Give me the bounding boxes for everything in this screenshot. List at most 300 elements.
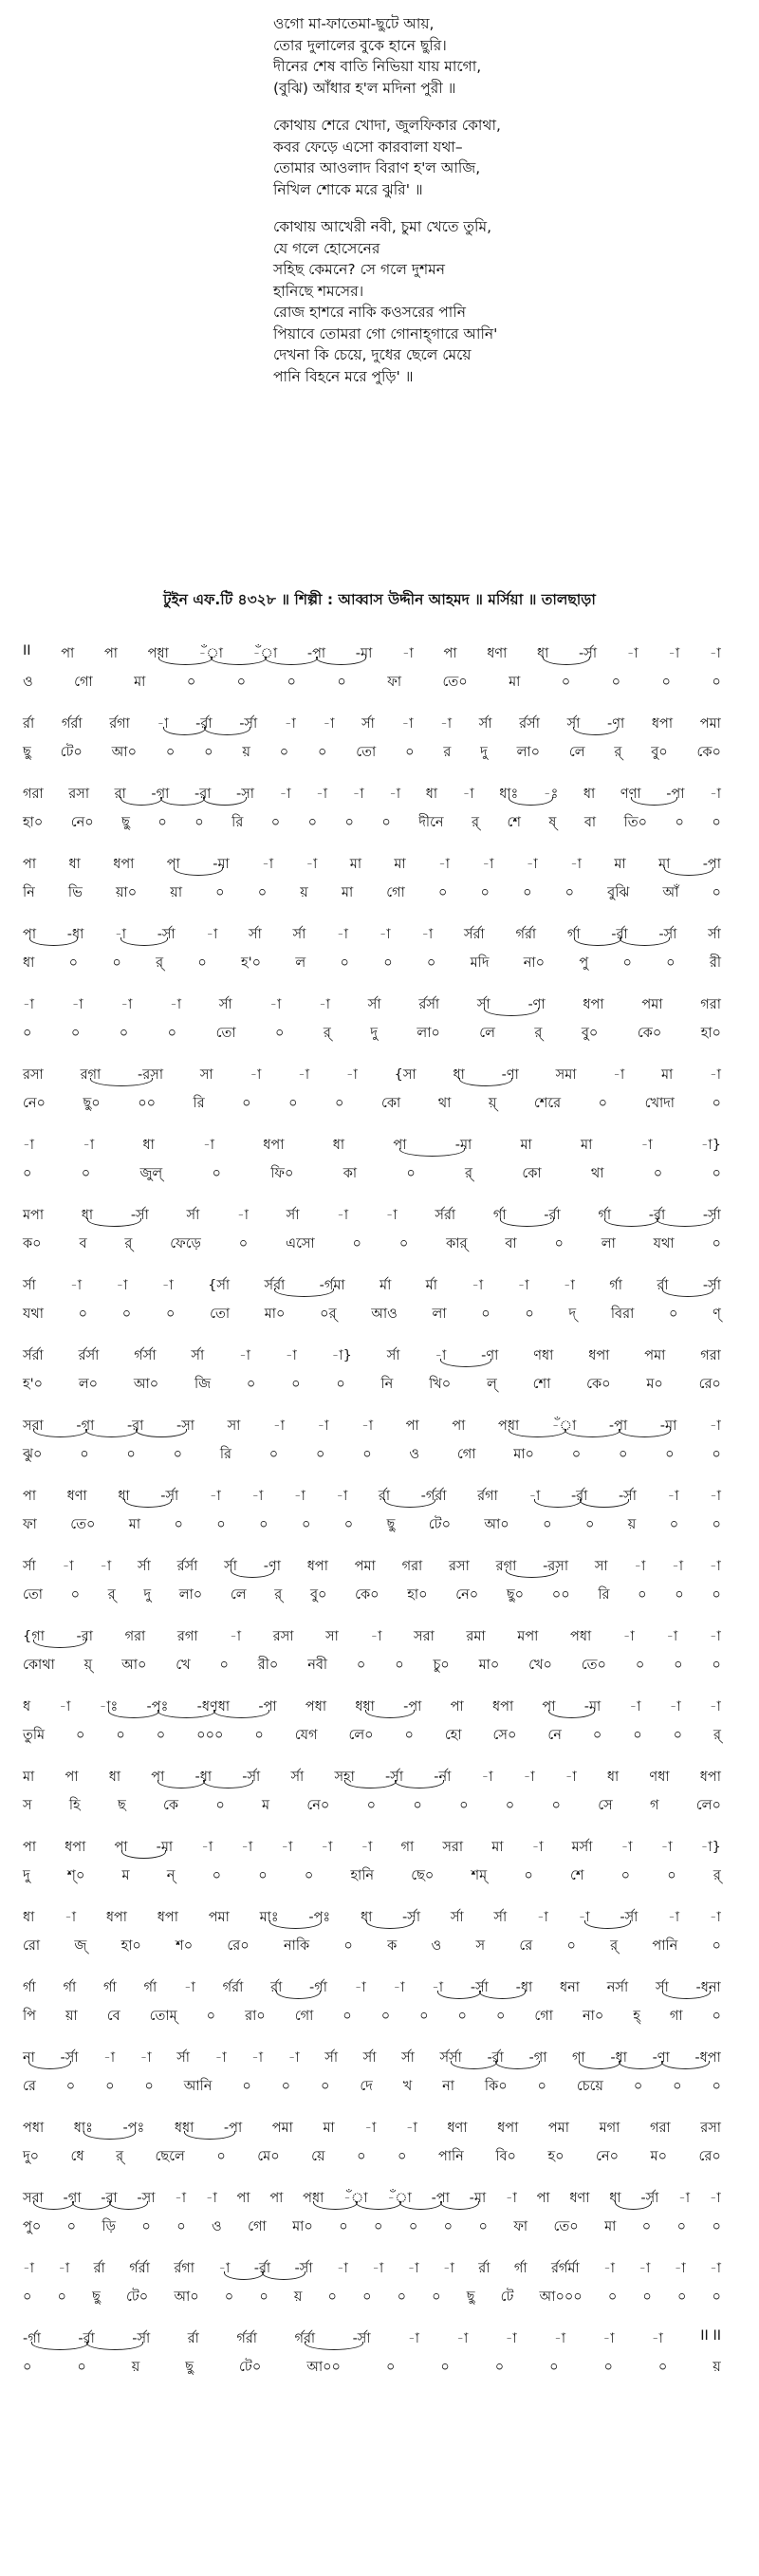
lyric-syllable: স bbox=[23, 1798, 32, 1813]
swara-note: -র্সা bbox=[402, 1910, 421, 1925]
swara-note: পধা bbox=[23, 2121, 45, 2136]
swara-note: -র্রা bbox=[78, 2331, 95, 2346]
poem-line: দীনের শেষ বাতি নিভিয়া যায় মাগো, bbox=[273, 58, 482, 75]
notation-row bbox=[21, 1336, 742, 1406]
swara-note: -া bbox=[116, 1278, 128, 1293]
lyric-syllable: না০ bbox=[523, 955, 546, 971]
swara-note: -র্রা bbox=[544, 1208, 561, 1223]
lyric-syllable: ০র্ bbox=[320, 1307, 337, 1322]
lyric-line bbox=[21, 812, 723, 835]
swara-note: -র্রা bbox=[611, 927, 628, 942]
swara-line bbox=[21, 854, 723, 877]
lyric-syllable: কা bbox=[342, 1166, 358, 1181]
swara-note: ধা bbox=[537, 646, 549, 661]
lyric-syllable: ০ bbox=[144, 2079, 154, 2094]
swara-note: -র্সা bbox=[640, 2191, 659, 2206]
swara-note: -া bbox=[209, 1489, 221, 1504]
lyric-syllable: চু০ bbox=[433, 1658, 450, 1673]
lyric-syllable: ০ bbox=[673, 1728, 683, 1743]
lyric-syllable: খে০ bbox=[528, 1658, 552, 1673]
lyric-syllable: ০ bbox=[712, 2219, 721, 2234]
lyric-syllable: ০ bbox=[121, 1307, 132, 1322]
swara-note: -া bbox=[709, 646, 721, 661]
notation-row bbox=[21, 1125, 742, 1195]
swara-note: রসা bbox=[68, 787, 90, 802]
lyric-syllable: যেগ bbox=[294, 1728, 318, 1743]
lyric-syllable: ০ bbox=[70, 1587, 81, 1603]
lyric-syllable: ছু bbox=[23, 745, 31, 760]
lyric-syllable: রে bbox=[23, 2079, 36, 2094]
swara-line bbox=[21, 1556, 723, 1579]
swara-note: মা bbox=[660, 1067, 674, 1083]
swara-note: -গা bbox=[528, 2050, 547, 2066]
notation-row bbox=[21, 1476, 742, 1547]
swara-note: পা bbox=[103, 646, 118, 661]
swara-note: -র্সা bbox=[702, 1278, 721, 1293]
swara-note: -া bbox=[554, 2331, 566, 2346]
swara-note: -া bbox=[58, 2261, 70, 2276]
swara-line bbox=[21, 643, 723, 666]
swara-note: মা bbox=[581, 1138, 593, 1153]
lyric-syllable: ০ bbox=[288, 1096, 298, 1111]
lyric-syllable: আ০ bbox=[133, 1377, 159, 1392]
lyric-syllable: কে০ bbox=[637, 1026, 662, 1041]
swara-note: র্সর্সা bbox=[439, 2050, 462, 2066]
lyric-syllable: ০ bbox=[668, 1307, 678, 1322]
notation-row bbox=[21, 1968, 742, 2038]
swara-note: -া bbox=[71, 997, 83, 1012]
swara-note: {সা bbox=[394, 1067, 417, 1083]
swara-note: -া bbox=[281, 1840, 293, 1855]
swara-note: র্রা bbox=[23, 716, 35, 732]
lyric-syllable: নি bbox=[380, 1377, 394, 1392]
lyric-syllable: কো bbox=[522, 1166, 542, 1181]
swara-note: র্সা bbox=[655, 1980, 669, 1995]
swara-note: -া bbox=[23, 997, 34, 1012]
lyric-syllable: যথা bbox=[23, 1307, 44, 1322]
swara-note: -র্সা bbox=[579, 646, 598, 661]
swara-note: ধণা bbox=[447, 2121, 468, 2136]
lyric-syllable: না০ bbox=[582, 2009, 604, 2024]
swara-note: পমা bbox=[208, 1910, 230, 1925]
lyric-syllable: পি bbox=[23, 2009, 36, 2024]
lyric-syllable: আ০০০ bbox=[539, 2289, 583, 2305]
swara-note: পা bbox=[452, 1418, 466, 1434]
swara-note: সমা bbox=[555, 1067, 577, 1083]
lyric-syllable: ০ bbox=[408, 2219, 418, 2234]
swara-note: -া bbox=[401, 646, 414, 661]
lyric-syllable: য় bbox=[713, 2360, 721, 2375]
swara-note: -া} bbox=[700, 1840, 721, 1855]
lyric-syllable: ০ bbox=[23, 1166, 32, 1181]
lyric-syllable: বি০ bbox=[495, 2149, 516, 2164]
lyric-syllable: হা০ bbox=[407, 1587, 428, 1603]
swara-note: -গা bbox=[76, 1418, 95, 1434]
lyric-syllable: ০ bbox=[80, 1447, 89, 1462]
swara-note: র্সা bbox=[367, 997, 381, 1012]
lyric-syllable: ০ bbox=[204, 745, 213, 760]
lyric-syllable: পানি bbox=[437, 2149, 464, 2164]
swara-note: নর্সা bbox=[606, 1980, 629, 1995]
lyric-syllable: শ০ bbox=[176, 1938, 194, 1954]
lyric-syllable: ০ bbox=[523, 885, 532, 900]
swara-note: র্গর্রা bbox=[129, 2261, 150, 2276]
lyric-syllable: ০ bbox=[281, 2079, 291, 2094]
swara-note: -া bbox=[407, 2261, 419, 2276]
swara-note: -া bbox=[393, 1980, 405, 1995]
lyric-syllable: ০ bbox=[571, 1447, 582, 1462]
swara-note: র্রা bbox=[657, 1278, 669, 1293]
lyric-syllable: ০ bbox=[23, 2360, 32, 2375]
swara-note: -া bbox=[639, 2261, 651, 2276]
swara-note: পধা bbox=[147, 646, 169, 661]
swara-note: -পঃ bbox=[146, 1699, 169, 1714]
swara-note: ধণা bbox=[487, 646, 508, 661]
swara-note: র্গর্রা bbox=[61, 716, 83, 732]
swara-note: -া bbox=[336, 2261, 348, 2276]
lyric-syllable: আ০ bbox=[484, 1517, 509, 1532]
lyric-syllable: নাকি bbox=[283, 1938, 310, 1954]
lyric-syllable: র্ bbox=[323, 1026, 331, 1041]
swara-note: পমা bbox=[699, 716, 721, 732]
lyric-syllable: তো bbox=[215, 1026, 236, 1041]
swara-note: -া bbox=[531, 1840, 544, 1855]
swara-note: -া bbox=[421, 927, 434, 942]
swara-note: -ধপা bbox=[694, 2050, 721, 2066]
lyric-syllable: ০ bbox=[480, 885, 490, 900]
lyric-syllable: ০ bbox=[254, 1728, 264, 1743]
swara-note: র্রগা bbox=[109, 716, 130, 732]
swara-note: ধা bbox=[68, 857, 81, 872]
lyric-syllable: জ্ bbox=[74, 1938, 87, 1954]
swara-note: -া bbox=[250, 1067, 262, 1083]
swara-note: -ণা bbox=[501, 1067, 519, 1083]
swara-note: রমা bbox=[466, 1629, 486, 1644]
lyric-syllable: কে bbox=[163, 1798, 179, 1813]
lyric-syllable: মা০ bbox=[513, 1447, 534, 1462]
swara-line bbox=[21, 713, 723, 736]
lyric-syllable: ০ bbox=[116, 1728, 125, 1743]
lyric-syllable: বুঝি bbox=[607, 885, 630, 900]
swara-note: ধণা bbox=[66, 1489, 87, 1504]
lyric-syllable: ০ bbox=[661, 675, 671, 690]
swara-note: র্সা bbox=[476, 997, 491, 1012]
lyric-syllable: দু bbox=[143, 1587, 152, 1603]
swara-note: র্রা bbox=[93, 2261, 105, 2276]
lyric-syllable: ভি bbox=[67, 885, 83, 900]
lyric-syllable: বু০ bbox=[581, 1026, 599, 1041]
swara-note: মা bbox=[658, 857, 671, 872]
swara-note: -ঁা bbox=[387, 2191, 412, 2206]
swara-note: র্সা bbox=[138, 1559, 151, 1574]
swara-note: -া bbox=[709, 1910, 721, 1925]
swara-note: র্সা bbox=[23, 1278, 36, 1293]
swara-note: -র্গা bbox=[309, 1980, 327, 1995]
swara-note: -া bbox=[321, 1840, 333, 1855]
swara-note: র্সা bbox=[292, 927, 306, 942]
swara-note: পা bbox=[23, 1489, 37, 1504]
swara-note: -া bbox=[709, 1418, 721, 1434]
swara-note: -র্গা bbox=[23, 2331, 41, 2346]
swara-note: র্সা bbox=[286, 1208, 300, 1223]
lyric-syllable: রো bbox=[23, 1938, 41, 1954]
swara-note: র্সা bbox=[176, 2050, 190, 2066]
swara-note: র্রর্সা bbox=[519, 716, 540, 732]
lyric-syllable: তো bbox=[356, 745, 377, 760]
lyric-syllable: ০ bbox=[167, 1026, 177, 1041]
lyric-syllable: পু bbox=[579, 955, 589, 971]
lyric-syllable: ও bbox=[23, 675, 33, 690]
lyric-syllable: গো bbox=[248, 2219, 267, 2234]
lyric-syllable: মদি bbox=[470, 955, 490, 971]
lyric-syllable: র্ bbox=[610, 1938, 619, 1954]
swara-note: ধপা bbox=[497, 2121, 519, 2136]
swara-note: -া bbox=[379, 927, 391, 942]
lyric-syllable: ০ bbox=[419, 2009, 429, 2024]
lyric-syllable: ০ bbox=[337, 675, 346, 690]
lyric-syllable: ০ bbox=[238, 1236, 249, 1251]
swara-note: র্গা bbox=[609, 1278, 622, 1293]
lyric-line bbox=[21, 1444, 723, 1467]
lyric-line bbox=[21, 1865, 723, 1888]
lyric-syllable: ০ bbox=[426, 955, 436, 971]
swara-note: -া bbox=[710, 1067, 721, 1083]
lyric-syllable: ফেড়ে bbox=[170, 1236, 201, 1251]
swara-note: -র্সা bbox=[385, 1770, 404, 1785]
lyric-syllable: হো bbox=[444, 1728, 462, 1743]
swara-note: রসা bbox=[700, 2121, 721, 2136]
lyric-syllable: ০ bbox=[478, 2219, 488, 2234]
lyric-syllable: ০ bbox=[65, 2079, 76, 2094]
swara-note: র্মা bbox=[380, 1278, 392, 1293]
lyric-syllable: সে০ bbox=[492, 1728, 517, 1743]
lyric-syllable: ০ bbox=[405, 745, 415, 760]
swara-note: র্সা bbox=[450, 1910, 464, 1925]
lyric-syllable: ল bbox=[295, 955, 306, 971]
swara-note: ধাঃ bbox=[499, 787, 519, 802]
lyric-syllable: ল্ bbox=[487, 1377, 497, 1392]
swara-note: -মা bbox=[355, 646, 373, 661]
swara-note: র্মা bbox=[425, 1278, 437, 1293]
lyric-syllable: র্ bbox=[116, 2149, 124, 2164]
lyric-syllable: ০ bbox=[156, 1728, 166, 1743]
swara-note: -মা bbox=[454, 1138, 472, 1153]
lyric-syllable: ড়ি bbox=[102, 2219, 116, 2234]
lyric-syllable: হ্ bbox=[633, 2009, 640, 2024]
lyric-syllable: লা bbox=[432, 1307, 447, 1322]
swara-note: -া bbox=[241, 1840, 253, 1855]
lyric-syllable: ০ bbox=[321, 2079, 330, 2094]
lyric-syllable: মা০ bbox=[264, 1307, 286, 1322]
lyric-syllable: ০ bbox=[274, 1026, 285, 1041]
swara-note: রসা bbox=[449, 1559, 470, 1574]
lyric-syllable: তো bbox=[23, 1587, 43, 1603]
lyric-syllable: ০০০ bbox=[196, 1728, 224, 1743]
lyric-syllable: কোথা bbox=[23, 1658, 55, 1673]
lyric-syllable: ০ bbox=[186, 675, 196, 690]
swara-note: -া bbox=[668, 1910, 680, 1925]
swara-note: -পা bbox=[431, 2191, 450, 2206]
notation-row bbox=[21, 634, 742, 704]
swara-note: -পঃ bbox=[122, 2121, 145, 2136]
lyric-syllable: যথা bbox=[653, 1236, 675, 1251]
lyric-syllable: রে bbox=[519, 1938, 533, 1954]
lyric-syllable: ০ bbox=[174, 1517, 183, 1532]
swara-note: -া bbox=[505, 2191, 517, 2206]
swara-note: সা bbox=[594, 1559, 608, 1574]
lyric-syllable: য়া bbox=[170, 885, 183, 900]
swara-note: র্সা bbox=[566, 716, 581, 732]
lyric-line bbox=[21, 1023, 723, 1046]
lyric-syllable: ০ bbox=[413, 1798, 422, 1813]
lyric-line bbox=[21, 1163, 723, 1186]
lyric-syllable: ০ bbox=[607, 2289, 618, 2305]
lyric-syllable: শম্ bbox=[471, 1868, 488, 1883]
swara-note: -া bbox=[279, 787, 291, 802]
lyric-syllable: নে bbox=[547, 1728, 562, 1743]
lyric-syllable: য়্ bbox=[488, 1096, 497, 1111]
lyric-syllable: ০ bbox=[352, 1236, 361, 1251]
lyric-syllable: স bbox=[475, 1938, 486, 1954]
swara-note: -র্না bbox=[434, 1770, 452, 1785]
lyric-syllable: তে০ bbox=[70, 1517, 96, 1532]
swara-note: -র্গর্রা bbox=[420, 1489, 447, 1504]
swara-note: পধা bbox=[569, 1629, 592, 1644]
notation-row bbox=[21, 2108, 742, 2178]
lyric-syllable: গো bbox=[74, 675, 93, 690]
swara-note: র্রর্সা bbox=[176, 1559, 198, 1574]
swara-note: -া bbox=[316, 787, 328, 802]
lyric-syllable: ০০ bbox=[551, 1587, 570, 1603]
lyric-syllable: ০ bbox=[592, 1728, 602, 1743]
swara-note: -ধনা bbox=[695, 1980, 721, 1995]
notation-row bbox=[21, 1055, 742, 1125]
swara-note: -া bbox=[251, 2050, 264, 2066]
swara-line bbox=[21, 1345, 723, 1368]
swara-note: -র্সা bbox=[658, 927, 677, 942]
swara-note: র্গা bbox=[513, 2261, 528, 2276]
swara-note: রসা bbox=[23, 1067, 44, 1083]
lyric-syllable: ০ bbox=[344, 815, 354, 830]
swara-note: পা bbox=[542, 1699, 556, 1714]
swara-note: -া bbox=[115, 927, 126, 942]
swara-note: -সা bbox=[235, 787, 254, 802]
lyric-syllable: ০ bbox=[457, 2009, 467, 2024]
poem-stanza bbox=[273, 216, 691, 387]
lyric-syllable: ০ bbox=[638, 1587, 647, 1603]
lyric-syllable: দ্ bbox=[568, 1307, 577, 1322]
swara-line bbox=[21, 2258, 723, 2281]
swara-line bbox=[21, 994, 723, 1017]
swara-note: ধধা bbox=[355, 1699, 375, 1714]
poem-line: নিখিল শোকে মরে ঝুরি' ॥ bbox=[273, 180, 423, 198]
swara-note: -পঃ bbox=[308, 1910, 331, 1925]
lyric-syllable: ছু bbox=[386, 1517, 396, 1532]
lyric-syllable: খ bbox=[402, 2079, 413, 2094]
swara-note: রগা bbox=[495, 1559, 517, 1574]
lyric-syllable: নে০ bbox=[70, 815, 94, 830]
lyric-syllable: ষ্ bbox=[548, 815, 557, 830]
swara-note: -ঁা bbox=[343, 2191, 368, 2206]
swara-note: -া bbox=[602, 2331, 615, 2346]
swara-note: -া bbox=[709, 1629, 721, 1644]
swara-note: -া bbox=[389, 787, 401, 802]
lyric-syllable: দু bbox=[480, 745, 488, 760]
lyric-syllable: ০ bbox=[327, 2289, 337, 2305]
swara-note: ণধা bbox=[649, 1770, 670, 1785]
swara-note: ণধা bbox=[533, 1348, 554, 1363]
lyric-syllable: ০ bbox=[524, 1868, 533, 1883]
lyric-syllable: নে০ bbox=[596, 2149, 620, 2164]
lyric-syllable: ০ bbox=[712, 815, 721, 830]
swara-note: সা bbox=[199, 1067, 213, 1083]
lyric-syllable: ০ bbox=[157, 815, 167, 830]
lyric-syllable: লা bbox=[601, 1236, 616, 1251]
notation-row bbox=[21, 1617, 742, 1687]
lyric-syllable: ০ bbox=[712, 1938, 721, 1954]
lyric-syllable: কে০ bbox=[696, 745, 721, 760]
swara-note: ধা bbox=[108, 1770, 121, 1785]
swara-note: {গা bbox=[23, 1629, 45, 1644]
lyric-syllable: ০ bbox=[712, 1096, 721, 1111]
lyric-syllable: ফা bbox=[387, 675, 402, 690]
lyric-syllable: শে bbox=[569, 1868, 584, 1883]
lyric-syllable: র bbox=[443, 745, 452, 760]
lyric-syllable: ছু০ bbox=[506, 1587, 525, 1603]
swara-note: -পা bbox=[258, 1699, 277, 1714]
lyric-line bbox=[21, 2146, 723, 2169]
lyric-syllable: দে bbox=[360, 2079, 373, 2094]
poem-line: পিয়াবে তোমরা গো গোনাহ্‌গারে আনি' bbox=[273, 324, 498, 343]
swara-note: গরা bbox=[23, 787, 44, 802]
lyric-syllable: ছু bbox=[121, 815, 130, 830]
swara-note: র্গর্রা bbox=[515, 927, 537, 942]
swara-note: -া} bbox=[331, 1348, 352, 1363]
poem-line: তোমার আওলাদ বিরাণ হ'ল আজি, bbox=[273, 159, 481, 176]
swara-line bbox=[21, 1275, 723, 1298]
lyric-syllable: মা০ bbox=[478, 1658, 500, 1673]
swara-note: সা bbox=[325, 1629, 339, 1644]
swara-note: -ণা bbox=[528, 997, 546, 1012]
swara-note: র্সর্রা bbox=[435, 1208, 456, 1223]
lyric-syllable: ০ bbox=[641, 2219, 652, 2234]
swara-note: -া bbox=[364, 2121, 377, 2136]
notation-row bbox=[21, 1898, 742, 1968]
lyric-syllable: মা০ bbox=[292, 2219, 313, 2234]
swara-note: ধা bbox=[425, 787, 438, 802]
lyric-syllable: ০ bbox=[215, 1798, 225, 1813]
lyric-syllable: ০ bbox=[315, 1447, 325, 1462]
lyric-line bbox=[21, 1725, 723, 1748]
swara-note: -া bbox=[239, 1348, 250, 1363]
lyric-syllable: শো bbox=[532, 1377, 551, 1392]
swara-note: -া bbox=[298, 1067, 310, 1083]
swara-note: র্রা bbox=[187, 2331, 199, 2346]
swara-note: পা bbox=[151, 1770, 165, 1785]
swara-note: -র্রা bbox=[253, 2261, 271, 2276]
swara-note: সহা bbox=[334, 1770, 355, 1785]
lyric-line bbox=[21, 1585, 723, 1607]
swara-note: মাঃ bbox=[259, 1910, 279, 1925]
swara-note: -পা bbox=[223, 2121, 243, 2136]
lyric-syllable: লে০ bbox=[695, 1798, 721, 1813]
notation-row bbox=[21, 2249, 742, 2319]
swara-note: ধপা bbox=[105, 1910, 127, 1925]
swara-note: -া bbox=[293, 1489, 305, 1504]
lyric-syllable: কে০ bbox=[355, 1587, 380, 1603]
lyric-syllable: ফা bbox=[513, 2219, 528, 2234]
lyric-syllable: ০ bbox=[554, 1236, 564, 1251]
